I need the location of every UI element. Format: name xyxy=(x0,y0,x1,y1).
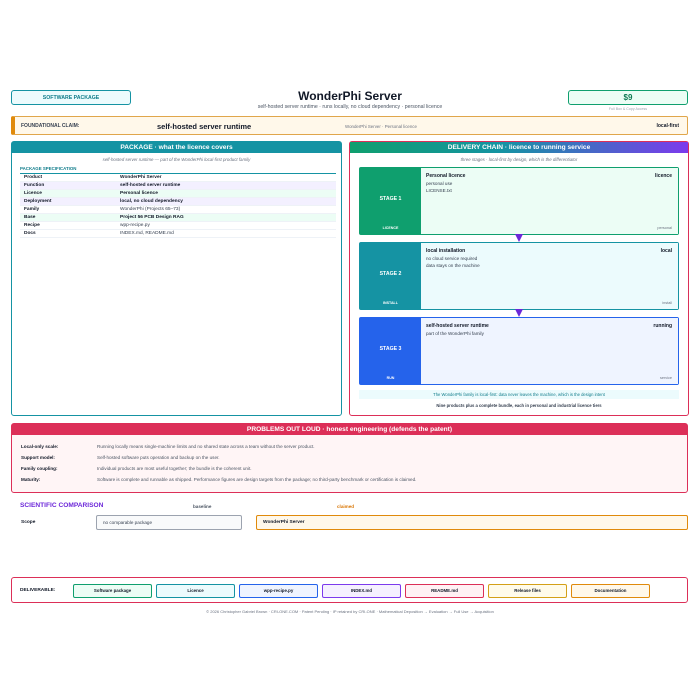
spec-row xyxy=(20,230,336,238)
stage-footer: install xyxy=(662,301,672,305)
stage-name: STAGE 2 xyxy=(379,271,402,277)
price-note: Full Box & Copy Access xyxy=(608,107,648,111)
baseline-value-box: no comparable package xyxy=(96,515,242,530)
page-subtitle: self-hosted server runtime · runs locally, no cloud dependency · personal licence xyxy=(257,104,443,110)
down-arrow-icon xyxy=(515,309,523,317)
stage-line: personal use xyxy=(426,181,453,186)
spec-value: INDEX.md, README.md xyxy=(116,230,336,238)
spec-value: WonderPhi Server xyxy=(116,174,336,182)
problem-value: Running locally means single-machine limits and no shared state across a team without the server product. xyxy=(97,444,315,449)
problem-value: Individual products are most useful together; the bundle is the coherent unit. xyxy=(97,466,252,471)
stage-tab xyxy=(360,168,421,234)
deliverable-chip-readme: README.md xyxy=(405,584,484,598)
spec-key: Base xyxy=(20,214,116,222)
stage-tag: licence xyxy=(655,173,672,179)
spec-row xyxy=(20,206,336,214)
deliverable-chip-release-files: Release files xyxy=(488,584,567,598)
delivery-chain-panel xyxy=(349,141,689,416)
spec-value: WonderPhi (Projects 65–73) xyxy=(116,206,336,214)
package-spec-label: PACKAGE SPECIFICATION xyxy=(20,166,77,171)
software-package-badge: SOFTWARE PACKAGE xyxy=(11,90,131,105)
comparison-row-label: Scope xyxy=(21,520,36,525)
stage-body xyxy=(421,318,678,384)
problem-value: Self-hosted software puts operation and backup on the user. xyxy=(97,455,220,460)
deliverable-bar xyxy=(11,577,688,603)
spec-row xyxy=(20,198,336,206)
deliverable-chip-documentation: Documentation xyxy=(571,584,650,598)
delivery-panel-title: DELIVERY CHAIN · licence to running service xyxy=(350,142,688,153)
deliverable-chip-index: INDEX.md xyxy=(322,584,401,598)
baseline-column-label: baseline xyxy=(193,504,212,509)
claim-label: FOUNDATIONAL CLAIM: xyxy=(21,123,80,129)
spec-row xyxy=(20,222,336,230)
stage-body xyxy=(421,168,678,234)
problem-key: Support model: xyxy=(21,455,55,460)
spec-row xyxy=(20,182,336,190)
stage-tab xyxy=(360,318,421,384)
stage-line: LICENSE.txt xyxy=(426,188,452,193)
stage-title: local installation xyxy=(426,248,466,254)
claimed-column-label: claimed xyxy=(337,504,355,509)
stage-install xyxy=(359,242,679,310)
spec-value: local, no cloud dependency xyxy=(116,198,336,206)
claim-middle: WonderPhi Server · Personal licence xyxy=(345,124,417,129)
spec-value: Project 56 PCB Design RAG xyxy=(116,214,336,222)
stage-small-label: RUN xyxy=(386,376,395,380)
spec-key: Recipe xyxy=(20,222,116,230)
package-panel-subtitle: self-hosted server runtime — part of the WonderPhi local-first product family xyxy=(102,157,251,162)
page-title: WonderPhi Server xyxy=(298,89,402,103)
spec-value: self-hosted server runtime xyxy=(116,182,336,190)
page-footer: © 2026 Christopher Gabriel Brown · CRI-ONE.COM · Patent Pending · IP retained by CRI-ONE · Mathematical Deposition → Evaluation → Full Use → Acquisition xyxy=(206,609,494,614)
stage-line: no cloud service required xyxy=(426,256,478,261)
stage-tag: local xyxy=(660,248,672,254)
spec-key: Family xyxy=(20,206,116,214)
spec-key: Deployment xyxy=(20,198,116,206)
problem-key: Maturity: xyxy=(21,477,41,482)
spec-row xyxy=(20,214,336,222)
stage-tab xyxy=(360,243,421,309)
delivery-panel-subtitle: three stages · local-first by design, which is the differentiator xyxy=(460,157,578,162)
stage-body xyxy=(421,243,678,309)
stage-name: STAGE 3 xyxy=(379,346,402,352)
stage-footer: service xyxy=(659,376,672,380)
stage-line: part of the WonderPhi family xyxy=(426,331,484,336)
stage-title: self-hosted server runtime xyxy=(426,323,489,329)
stage-licence xyxy=(359,167,679,235)
scientific-comparison-title: SCIENTIFIC COMPARISON xyxy=(20,502,104,509)
stage-tag: running xyxy=(653,323,672,329)
spec-row xyxy=(20,174,336,182)
price-badge: $9 xyxy=(568,90,688,105)
spec-key: Product xyxy=(20,174,116,182)
stage-run xyxy=(359,317,679,385)
deliverable-chip-licence: Licence xyxy=(156,584,235,598)
deliverable-chip-recipe: wpp-recipe.py xyxy=(239,584,318,598)
spec-value: wpp-recipe.py xyxy=(116,222,336,230)
spec-key: Function xyxy=(20,182,116,190)
stage-name: STAGE 1 xyxy=(379,196,402,202)
stage-small-label: LICENCE xyxy=(382,226,399,230)
down-arrow-icon xyxy=(515,234,523,242)
claim-tag: local-first xyxy=(656,123,679,129)
stage-footer: personal xyxy=(657,226,672,230)
stage-line: data stays on the machine xyxy=(426,263,480,268)
claim-value: self-hosted server runtime xyxy=(157,122,252,131)
spec-key: Licence xyxy=(20,190,116,198)
package-panel-title: PACKAGE · what the licence covers xyxy=(12,142,341,153)
stage-small-label: INSTALL xyxy=(383,301,398,305)
delivery-note: The WonderPhi family is local-first: data never leaves the machine, which is the design intent xyxy=(359,390,679,399)
package-spec-table xyxy=(20,173,336,238)
deliverable-label: DELIVERABLE: xyxy=(20,588,56,593)
problem-value: Software is complete and runnable as shipped. Performance figures are design targets from the package; no third-party benchmark or certification is claimed. xyxy=(97,477,417,482)
problem-key: Local-only scale: xyxy=(21,444,59,449)
deliverable-chip-software-package: Software package xyxy=(73,584,152,598)
stage-title: Personal licence xyxy=(426,173,466,179)
claimed-value-box: WonderPhi Server xyxy=(256,515,688,530)
foundational-claim-bar xyxy=(11,116,688,135)
problem-key: Family coupling: xyxy=(21,466,58,471)
spec-row xyxy=(20,190,336,198)
problems-panel xyxy=(11,423,688,493)
delivery-footer: Nine products plus a complete bundle, each in personal and industrial licence tiers xyxy=(436,403,602,408)
spec-value: Personal licence xyxy=(116,190,336,198)
package-panel xyxy=(11,141,342,416)
spec-key: Docs xyxy=(20,230,116,238)
problems-panel-title: PROBLEMS OUT LOUD · honest engineering (defends the patent) xyxy=(12,424,687,435)
